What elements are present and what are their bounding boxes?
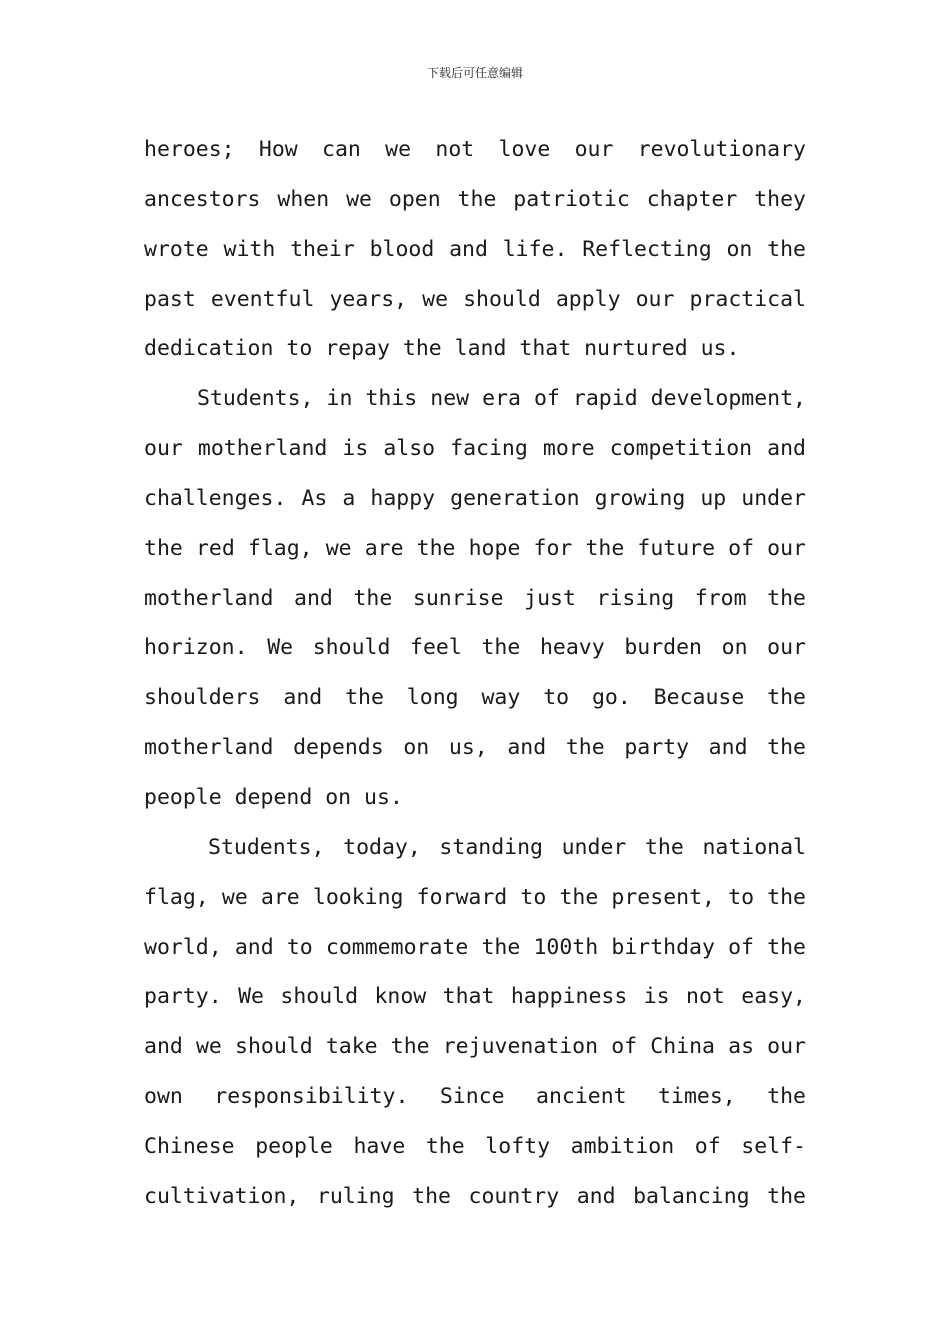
text-line: past eventful years, we should apply our practical: [144, 286, 806, 312]
text-line: motherland depends on us, and the party and the: [144, 735, 806, 761]
text-line: challenges. As a happy generation growing up under: [144, 485, 806, 511]
text-line: people depend on us.: [144, 784, 403, 810]
text-line: motherland and the sunrise just rising from the: [144, 585, 806, 611]
page-header: 下载后可任意编辑: [426, 66, 523, 80]
text-line: dedication to repay the land that nurtured us.: [144, 336, 740, 362]
document-body: [144, 125, 806, 1222]
text-line: world, and to commemorate the 100th birthday of the: [144, 934, 806, 960]
text-line: Students, today, standing under the national: [208, 834, 806, 860]
text-line: cultivation, ruling the country and balancing the: [144, 1183, 806, 1209]
text-line: and we should take the rejuvenation of China as our: [144, 1034, 806, 1060]
text-line: flag, we are looking forward to the present, to the: [144, 884, 806, 910]
text-line: own responsibility. Since ancient times, the: [144, 1084, 806, 1110]
text-line: party. We should know that happiness is not easy,: [144, 984, 806, 1010]
text-line: Chinese people have the lofty ambition of self-: [144, 1133, 806, 1159]
text-line: ancestors when we open the patriotic chapter they: [144, 186, 806, 212]
text-line: the red flag, we are the hope for the future of our: [144, 535, 806, 561]
text-line: heroes; How can we not love our revolutionary: [144, 137, 806, 162]
text-line: horizon. We should feel the heavy burden on our: [144, 635, 806, 661]
text-line: shoulders and the long way to go. Because the: [144, 685, 806, 711]
text-line: Students, in this new era of rapid development,: [197, 386, 806, 412]
text-line: our motherland is also facing more competition and: [144, 436, 806, 462]
text-line: wrote with their blood and life. Reflecting on the: [144, 236, 806, 262]
